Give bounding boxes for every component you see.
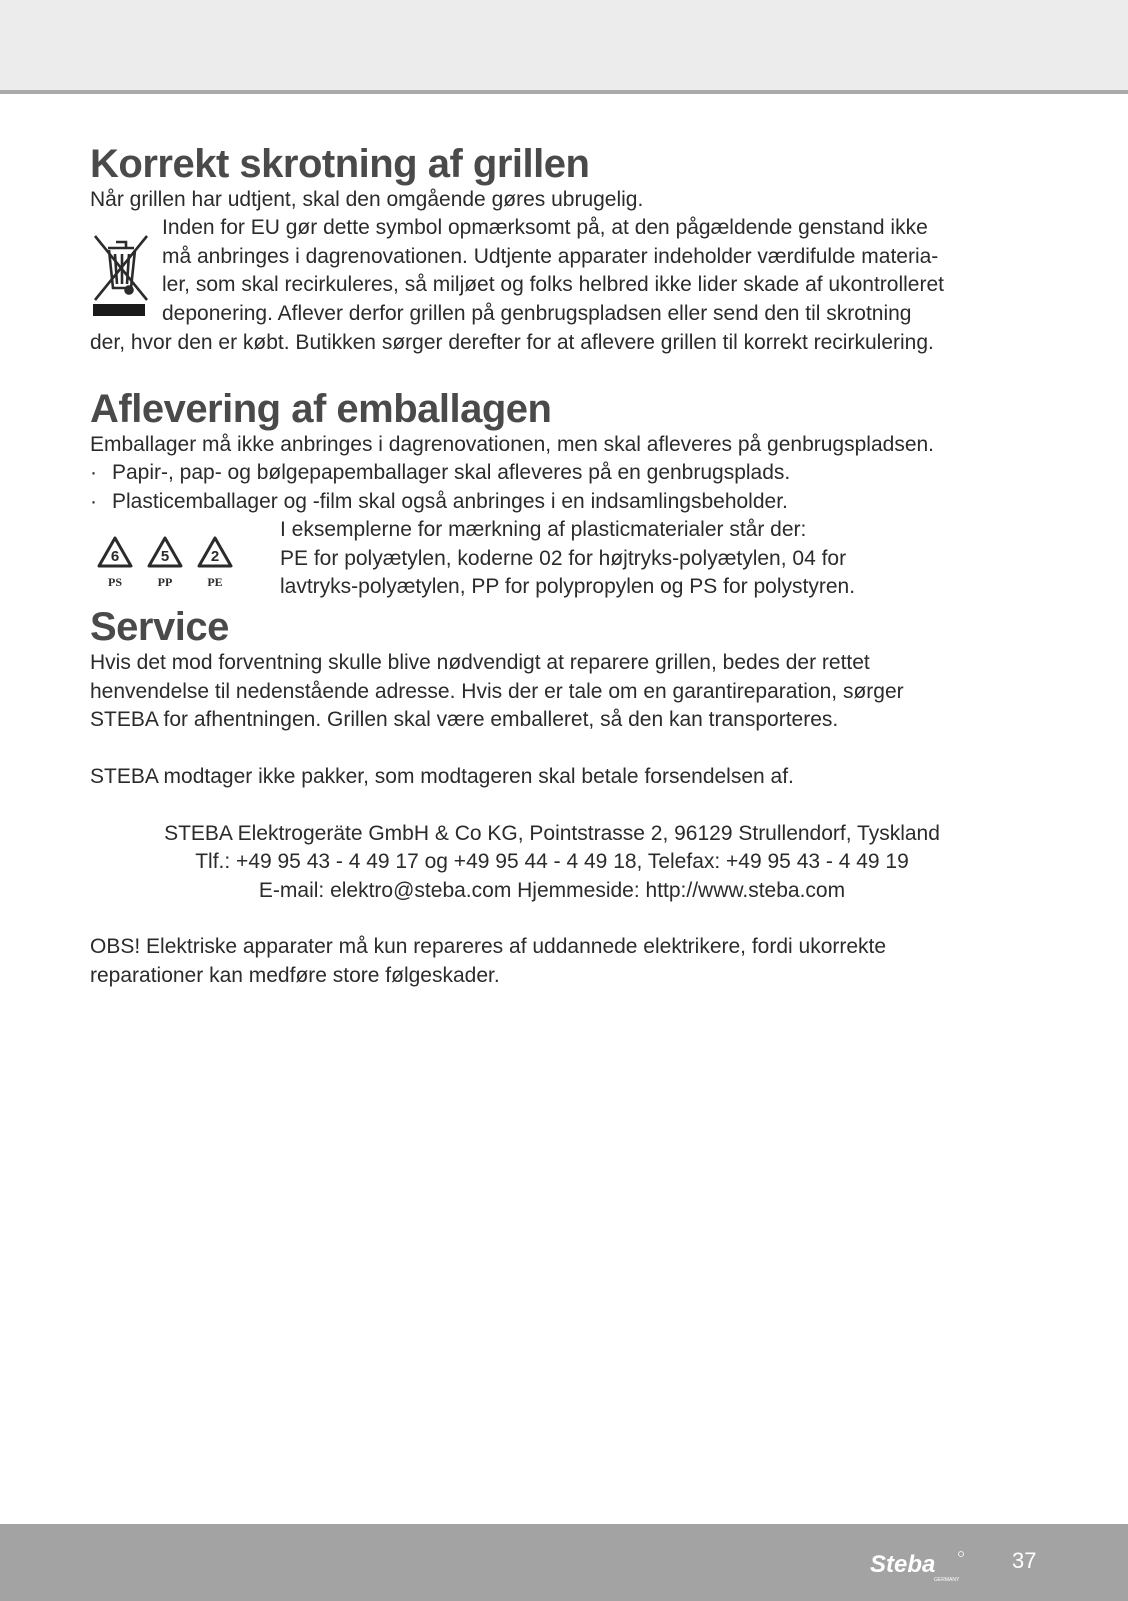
disposal-line-2: må anbringes i dagrenovationen. Udtjente apparater indeholder værdifulde materia- [162, 245, 939, 268]
plastic-line-2: PE for polyætylen, koderne 02 for højtryks-polyætylen, 04 for [280, 547, 847, 570]
recycle-label: PS [107, 575, 123, 589]
recycle-code-pe [199, 538, 231, 589]
bullet-marker: · [90, 490, 97, 513]
packaging-intro: Emballager må ikke anbringes i dagrenovationen, men skal afleveres på genbrugspladsen. [90, 433, 935, 456]
warning-line-1: OBS! Elektriske apparater må kun repareres af uddannede elektrikere, fordi ukorrekte [90, 935, 887, 958]
disposal-line-1: Inden for EU gør dette symbol opmærksomt på, at den pågældende genstand ikke [162, 216, 928, 239]
plastic-line-1: I eksemplerne for mærkning af plasticmaterialer står der: [280, 518, 807, 541]
service-line-1: Hvis det mod forventning skulle blive nødvendigt at reparere grillen, bedes der rettet [90, 651, 870, 674]
warning-line-2: reparationer kan medføre store følgeskader. [90, 964, 500, 987]
recycle-label: PE [207, 575, 223, 589]
recycle-code-ps [99, 538, 131, 589]
steba-logo [868, 1548, 988, 1584]
service-packages-note: STEBA modtager ikke pakker, som modtageren skal betale forsendelsen af. [90, 765, 794, 788]
crossed-out-bin-icon [91, 232, 151, 322]
bullet-text: Papir-, pap- og bølgepapemballager skal afleveres på en genbrugsplads. [112, 461, 791, 484]
bullet-text: Plasticemballager og -film skal også anbringes i en indsamlingsbeholder. [112, 490, 788, 513]
bullet-marker: · [90, 461, 97, 484]
top-band [0, 0, 1128, 94]
plastic-line-3: lavtryks-polyætylen, PP for polypropylen og PS for polystyren. [280, 575, 856, 598]
recycle-code-pp [149, 538, 181, 589]
heading-service: Service [90, 605, 229, 649]
packaging-bullet-2 [90, 488, 788, 517]
recycle-number: 5 [160, 548, 170, 565]
disposal-line-5: der, hvor den er købt. Butikken sørger derefter for at aflevere grillen til korrekt recirkulering. [90, 331, 934, 354]
heading-disposal: Korrekt skrotning af grillen [90, 142, 590, 186]
plastic-recycling-codes-icon [93, 534, 253, 604]
recycle-label: PP [157, 575, 173, 589]
address-line-2: Tlf.: +49 95 43 - 4 49 17 og +49 95 44 - 4 49 18, Telefax: +49 95 43 - 4 49 19 [195, 850, 909, 873]
service-line-3: STEBA for afhentningen. Grillen skal være emballeret, så den kan transporteres. [90, 708, 839, 731]
disposal-line-3: ler, som skal recirkuleres, så miljøet og folks helbred ikke lider skade af ukontrolleret [162, 273, 944, 296]
heading-packaging: Aflevering af emballagen [90, 387, 552, 431]
address-line-1: STEBA Elektrogeräte GmbH & Co KG, Pointstrasse 2, 96129 Strullendorf, Tyskland [164, 822, 940, 845]
logo-wordmark: Steba [870, 1551, 936, 1578]
logo-subtitle: GERMANY [934, 1577, 960, 1583]
disposal-line-4: deponering. Aflever derfor grillen på genbrugspladsen eller send den til skrotning [162, 302, 912, 325]
disposal-intro: Når grillen har udtjent, skal den omgående gøres ubrugelig. [90, 188, 644, 211]
address-line-3: E-mail: elektro@steba.com Hjemmeside: http://www.steba.com [258, 879, 846, 902]
packaging-bullet-1 [90, 459, 790, 488]
recycle-number: 2 [210, 548, 220, 565]
recycle-number: 6 [110, 548, 120, 565]
service-line-2: henvendelse til nedenstående adresse. Hvis der er tale om en garantireparation, sørger [90, 680, 904, 703]
page-number: 37 [1012, 1548, 1037, 1573]
